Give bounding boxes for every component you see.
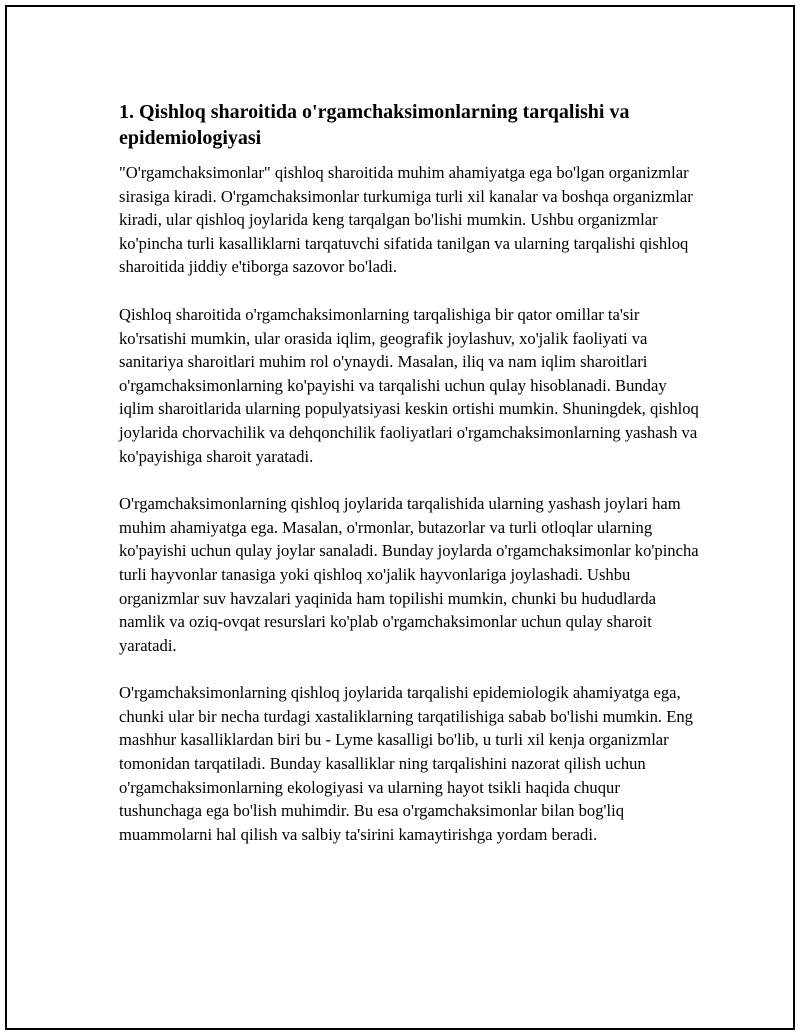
section-heading: 1. Qishloq sharoitida o'rgamchaksimonlarning tarqalishi va epidemiologiyasi (119, 101, 630, 149)
document-content (119, 99, 704, 870)
paragraph-4: O'rgamchaksimonlarning qishloq joylarida tarqalishi epidemiologik ahamiyatga ega, chunki ular bir necha turdagi xastaliklarning tarqatilishiga sabab bo'lishi mumkin. Eng mashhur kasalliklardan biri bu - Lyme kasalligi bo'lib, u turli xil kenja organizmlar tomonidan tarqatiladi. Bunday kasalliklar ning tarqalishini nazorat qilish uchun o'rgamchaksimonlarning ekologiyasi va ularning hayot tsikli haqida chuqur tushunchaga ega bo'lish muhimdir. Bu esa o'rgamchaksimonlar bilan bog'liq muammolarni hal qilish va salbiy ta'sirini kamaytirishga yordam beradi. (119, 683, 693, 844)
document-page (5, 5, 795, 1030)
paragraph-3: O'rgamchaksimonlarning qishloq joylarida tarqalishida ularning yashash joylari ham muhim ahamiyatga ega. Masalan, o'rmonlar, butazorlar va turli otloqlar ularning ko'payishi uchun qulay joylar sanaladi. Bunday joylarda o'rgamchaksimonlar ko'pincha turli hayvonlar tanasiga yoki qishloq xo'jalik hayvonlariga joylashadi. Ushbu organizmlar suv havzalari yaqinida ham topilishi mumkin, chunki bu hududlarda namlik va oziq-ovqat resurslari ko'plab o'rgamchaksimonlar uchun qulay sharoit yaratadi. (119, 494, 699, 655)
paragraph-2: Qishloq sharoitida o'rgamchaksimonlarning tarqalishiga bir qator omillar ta'sir ko'rsatishi mumkin, ular orasida iqlim, geografik joylashuv, xo'jalik faoliyati va sanitariya sharoitlari muhim rol o'ynaydi. Masalan, iliq va nam iqlim sharoitlari o'rgamchaksimonlarning ko'payishi va tarqalishi uchun qulay hisoblanadi. Bunday iqlim sharoitlarida ularning populyatsiyasi keskin ortishi mumkin. Shuningdek, qishloq joylarida chorvachilik va dehqonchilik faoliyatlari o'rgamchaksimonlarning yashash va ko'payishiga sharoit yaratadi. (119, 304, 699, 466)
paragraph-1: "O'rgamchaksimonlar" qishloq sharoitida muhim ahamiyatga ega bo'lgan organizmlar sirasiga kiradi. O'rgamchaksimonlar turkumiga turli xil kanalar va boshqa organizmlar kiradi, ular qishloq joylarida keng tarqalgan bo'lishi mumkin. Ushbu organizmlar ko'pincha turli kasalliklarni tarqatuvchi sifatida tanilgan va ularning tarqalishi qishloq sharoitida jiddiy e'tiborga sazovor bo'ladi. (119, 163, 693, 277)
